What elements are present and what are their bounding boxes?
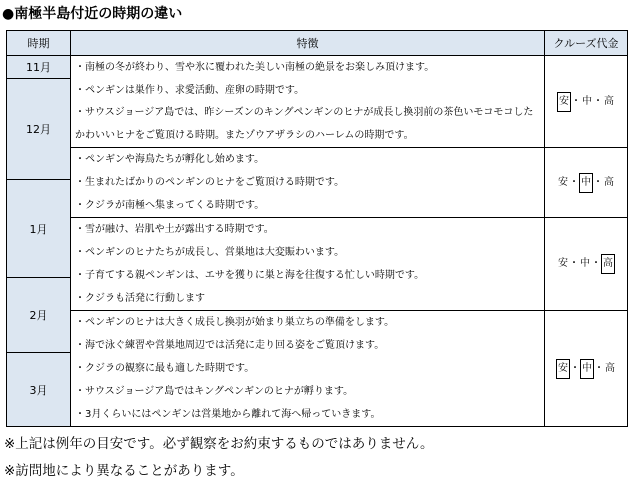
price-high: 高 bbox=[605, 362, 615, 374]
feature-cell-group-4 bbox=[71, 311, 545, 427]
feature-item: ・3月くらいにはペンギンは営巣地から離れて海へ帰っていきます。 bbox=[75, 409, 381, 420]
feature-item: ・クジラの観察に最も適した時期です。 bbox=[75, 363, 255, 374]
note-line-1: ※上記は例年の目安です。必ず観察をお約束するものではありません。 bbox=[4, 436, 434, 452]
price-mid: 中 bbox=[580, 359, 594, 379]
month-cell-mar: 3月 bbox=[7, 353, 71, 427]
price-separator: ・ bbox=[571, 95, 581, 107]
price-separator: ・ bbox=[593, 95, 603, 107]
price-separator: ・ bbox=[569, 258, 579, 269]
page-title: ●南極半島付近の時期の違い bbox=[2, 6, 183, 22]
price-separator: ・ bbox=[593, 176, 603, 188]
price-cell-group-4 bbox=[545, 311, 628, 427]
month-cell-dec: 12月 bbox=[7, 79, 71, 180]
price-low: 安 bbox=[557, 92, 571, 112]
price-high: 高 bbox=[601, 254, 615, 274]
table-row bbox=[7, 148, 628, 180]
feature-cell-group-1 bbox=[71, 56, 545, 148]
table-header-row bbox=[7, 31, 628, 56]
price-cell-group-2 bbox=[545, 148, 628, 218]
season-table bbox=[6, 30, 628, 427]
header-feature: 特徴 bbox=[71, 31, 545, 56]
table-row bbox=[7, 56, 628, 79]
price-low: 安 bbox=[556, 359, 570, 379]
note-line-2: ※訪問地により異なることがあります。 bbox=[4, 463, 244, 479]
feature-item: ・ペンギンや海鳥たちが孵化し始めます。 bbox=[75, 154, 265, 165]
feature-item: ・クジラも活発に行動します bbox=[75, 293, 205, 304]
month-cell-feb: 2月 bbox=[7, 278, 71, 353]
price-separator: ・ bbox=[594, 362, 604, 374]
feature-item: ・生まれたばかりのペンギンのヒナをご覧頂ける時期です。 bbox=[75, 177, 345, 188]
price-cell-group-1 bbox=[545, 56, 628, 148]
header-period: 時期 bbox=[7, 31, 71, 56]
feature-cell-group-2 bbox=[71, 148, 545, 218]
price-separator: ・ bbox=[570, 362, 580, 374]
feature-item: ・ペンギンのヒナたちが成長し、営巣地は大変賑わいます。 bbox=[75, 247, 345, 258]
feature-item: ・サウスジョージア島ではキングペンギンのヒナが孵ります。 bbox=[75, 386, 354, 397]
feature-item: ・南極の冬が終わり、雪や氷に覆われた美しい南極の絶景をお楽しみ頂けます。 bbox=[75, 62, 435, 73]
feature-item: ・ペンギンは巣作り、求愛活動、産卵の時期です。 bbox=[75, 85, 305, 96]
month-cell-jan: 1月 bbox=[7, 180, 71, 278]
price-mid: 中 bbox=[580, 258, 590, 269]
table-row bbox=[7, 311, 628, 353]
feature-item: ・サウスジョージア島では、昨シーズンのキングペンギンのヒナが成長し換羽前の茶色いモコモコしたかわいいヒナをご覧頂ける時期。またゾウアザラシのハーレムの時期です。 bbox=[75, 107, 534, 141]
month-cell-nov: 11月 bbox=[7, 56, 71, 79]
price-mid: 中 bbox=[579, 173, 593, 193]
price-cell-group-3 bbox=[545, 218, 628, 311]
price-low: 安 bbox=[558, 176, 568, 188]
table-row bbox=[7, 218, 628, 278]
feature-cell-group-3 bbox=[71, 218, 545, 311]
feature-item: ・雪が融け、岩肌や土が露出する時期です。 bbox=[75, 224, 274, 235]
feature-item: ・クジラが南極へ集まってくる時期です。 bbox=[75, 200, 265, 211]
price-separator: ・ bbox=[591, 258, 601, 269]
price-low: 安 bbox=[558, 258, 568, 269]
feature-item: ・ペンギンのヒナは大きく成長し換羽が始まり巣立ちの準備をします。 bbox=[75, 317, 395, 328]
feature-item: ・海で泳ぐ練習や営巣地周辺では活発に走り回る姿をご覧頂けます。 bbox=[75, 340, 385, 351]
price-mid: 中 bbox=[582, 95, 592, 107]
price-high: 高 bbox=[604, 176, 614, 188]
price-high: 高 bbox=[604, 95, 614, 107]
feature-item: ・子育てする親ペンギンは、エサを獲りに巣と海を往復する忙しい時期です。 bbox=[75, 270, 425, 281]
header-price: クルーズ代金 bbox=[545, 31, 628, 56]
price-separator: ・ bbox=[569, 176, 579, 188]
